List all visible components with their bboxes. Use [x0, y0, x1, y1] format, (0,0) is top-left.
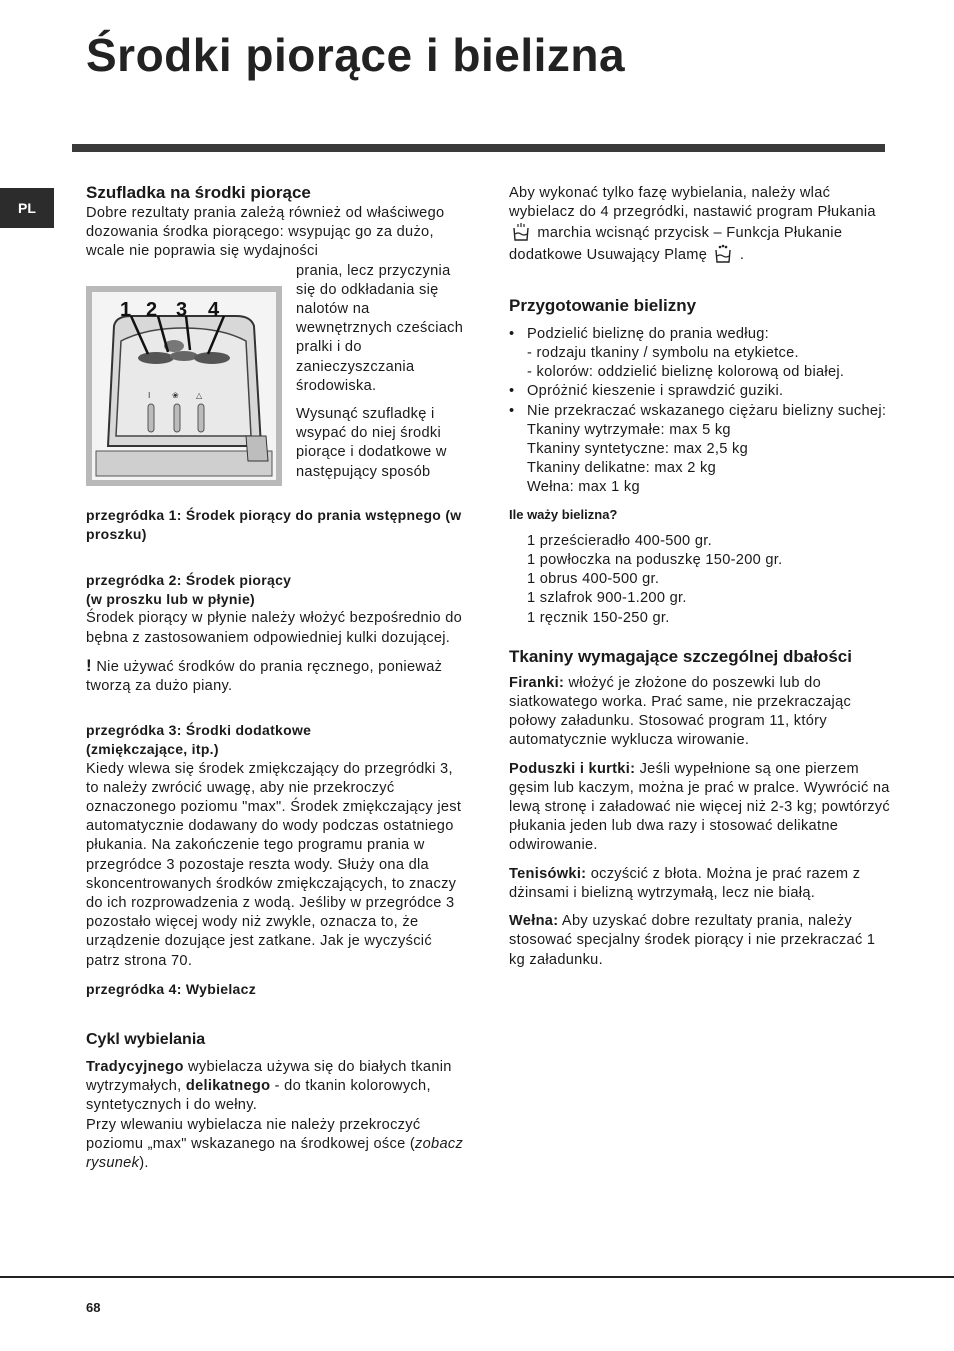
bleach-max-text — [86, 1116, 464, 1174]
compartment-2-text: Środek piorący w płynie należy włożyć bezpośrednio do bębna z zastosowaniem odpowiedniej kulki dozującej. — [86, 610, 463, 646]
stain-removal-rinse-icon — [713, 244, 733, 264]
bleach-text-1: wybielacza używa się do białych tkanin wytrzymałych, — [86, 1059, 452, 1095]
svg-text:I: I — [148, 390, 151, 400]
bleach-only-3: . — [739, 246, 745, 263]
bleach-see-figure: zobacz rysunek — [86, 1135, 464, 1172]
svg-text:△: △ — [196, 390, 203, 400]
weight-item: Tkaniny syntetyczne: max 2,5 kg — [527, 441, 749, 458]
wool-text: Aby uzyskać dobre rezultaty prania, należy stosować specjalny środek piorący i nie przekraczać 1 kg załadunku. — [509, 913, 876, 968]
figure-label-2: 2 — [146, 298, 158, 321]
prep-bullet-3: • Nie przekraczać wskazanego ciężaru bielizny suchej: — [509, 402, 891, 421]
bleach-cycle-text — [86, 1058, 464, 1116]
title-divider — [72, 144, 885, 152]
weight-item: Wełna: max 1 kg — [527, 479, 640, 496]
page-title: Środki piorące i bielizna — [86, 29, 626, 81]
curtains-paragraph — [509, 674, 891, 751]
rinse-icon — [511, 222, 531, 242]
figure-label-4: 4 — [208, 298, 220, 321]
left-column — [86, 182, 464, 1173]
compartment-4: przegródka 4: Wybielacz — [86, 980, 257, 997]
page-number: 68 — [86, 1300, 101, 1315]
weight-item: Tkaniny delikatne: max 2 kg — [527, 460, 716, 477]
sneakers-label: Tenisówki: — [509, 865, 587, 882]
compartment-3-text: Kiedy wlewa się środek zmiękczający do przegródki 3, to należy zwrócić uwagę, aby nie przekroczyć oznaczonego poziomu "max". Środek zmiękczający jest automatycznie dodawany do wody podczas ostatniego płukania. Na zakończenie tego programu prania w przegródce 3 pozostaje reszta wody. Służy ona dla skoncentrowanych środków zmiękczających, to znaczy do ich rozprowadzenia z wodą. Jeśliby w przegródce 3 pozostało więcej wody niż zwykle, oznacza to, że urządzenie dozujące jest zatkane. Jak je wyczyścić patrz strona 70. — [86, 760, 462, 969]
care-heading: Tkaniny wymagające szczególnej dbałości — [509, 646, 852, 666]
laundry-item: 1 powłoczka na poduszkę 150-200 gr. — [527, 552, 783, 569]
wool-paragraph — [509, 912, 891, 970]
svg-text:❀: ❀ — [172, 390, 180, 400]
wool-label: Wełna: — [509, 913, 559, 930]
bleach-cycle-heading: Cykl wybielania — [86, 1031, 206, 1049]
prep-heading: Przygotowanie bielizny — [509, 295, 697, 315]
prep-bullet-1b: - kolorów: oddzielić bieliznę kolorową od białej. — [527, 364, 845, 381]
prep-bullet-2: • Opróżnić kieszenie i sprawdzić guziki. — [509, 382, 891, 401]
right-column — [509, 184, 891, 970]
compartment-2-title-line2: (w proszku lub w płynie) — [86, 591, 255, 608]
pillows-paragraph — [509, 760, 891, 856]
prep-list — [509, 325, 891, 498]
drawer-instruction: Wysunąć szufladkę i wsypać do niej środki piorące i dodatkowe w następujący sposób — [296, 406, 447, 480]
laundry-item: 1 prześcieradło 400-500 gr. — [527, 532, 712, 549]
drawer-heading: Szufladka na środki piorące — [86, 183, 311, 202]
warning-text: Nie używać środków do prania ręcznego, ponieważ tworzą za dużo piany. — [86, 658, 443, 695]
compartment-3-title-line1: przegródka 3: Środki dodatkowe — [86, 722, 312, 739]
prep-bullet-1: • Podzielić bieliznę do prania według: — [509, 325, 891, 344]
drawer-intro-continued: prania, lecz przyczynia się do odkładania się nalotów na wewnętrznych cześciach pralki i do zanieczyszczania środowiska. — [296, 262, 464, 394]
laundry-item: 1 ręcznik 150-250 gr. — [527, 609, 670, 626]
drawer-intro: Dobre rezultaty prania zależą również od właściwego dozowania środka piorącego: wsypując go za dużo, wcale nie poprawia się wydajności — [86, 205, 445, 260]
bleach-delicate-label: delikatnego — [185, 1078, 271, 1095]
bleach-only-2: marchia wcisnąć przycisk – Funkcja Płukanie dodatkowe Usuwający Plamę — [509, 225, 843, 263]
pillows-label: Poduszki i kurtki: — [509, 760, 636, 777]
laundry-item: 1 szlafrok 900-1.200 gr. — [527, 590, 687, 607]
detergent-drawer-figure — [86, 286, 282, 486]
warning-mark: ! — [86, 655, 92, 675]
bleach-only-1: Aby wykonać tylko fazę wybielania, należy wlać wybielacz do 4 przegródki, nastawić program Płukania — [509, 185, 876, 221]
bleach-only-text — [509, 184, 891, 265]
compartment-2-title-line1: przegródka 2: Środek piorący — [86, 572, 292, 589]
sneakers-paragraph — [509, 865, 891, 903]
curtains-label: Firanki: — [509, 674, 565, 691]
curtains-text: włożyć je złożone do poszewki lub do siatkowatego worka. Prać same, nie przekraczając połowy załadunku. Stosować program 11, który automatycznie wyklucza wirowanie. — [509, 674, 852, 749]
footer-divider — [0, 1276, 954, 1278]
bleach-text-4: ). — [139, 1155, 149, 1172]
weigh-heading: Ile waży bielizna? — [509, 506, 618, 522]
bleach-traditional-label: Tradycyjnego — [86, 1059, 184, 1076]
bleach-text-2: - do tkanin kolorowych, syntetycznych i do wełny. — [86, 1078, 431, 1114]
bleach-text-3: Przy wlewaniu wybielacza nie należy przekroczyć poziomu „max" wskazanego na środkowej ośce ( — [86, 1116, 421, 1152]
warning — [86, 656, 464, 696]
prep-bullet-1a: - rodzaju tkaniny / symbolu na etykietce. — [527, 345, 799, 362]
figure-label-1: 1 — [120, 298, 132, 321]
laundry-weight-list — [509, 532, 891, 628]
compartment-1: przegródka 1: Środek piorący do prania wstępnego (w proszku) — [86, 506, 462, 542]
sneakers-text: oczyścić z błota. Można je prać razem z dżinsami i bielizną wytrzymałą, lecz nie białą. — [509, 865, 861, 901]
figure-label-3: 3 — [176, 298, 188, 321]
pillows-text: Jeśli wypełnione są one pierzem gęsim lub kaczym, można je prać w pralce. Wywrócić na lewą stronę i załadować nie więcej niż 2-3 kg; powtórzyć płukania jeden lub dwa razy i stosować delikatne odwirowanie. — [509, 760, 891, 854]
compartment-3-title-line2: (zmiękczające, itp.) — [86, 741, 219, 758]
language-tab: PL — [0, 188, 54, 228]
weight-item: Tkaniny wytrzymałe: max 5 kg — [527, 421, 731, 438]
laundry-item: 1 obrus 400-500 gr. — [527, 571, 660, 588]
